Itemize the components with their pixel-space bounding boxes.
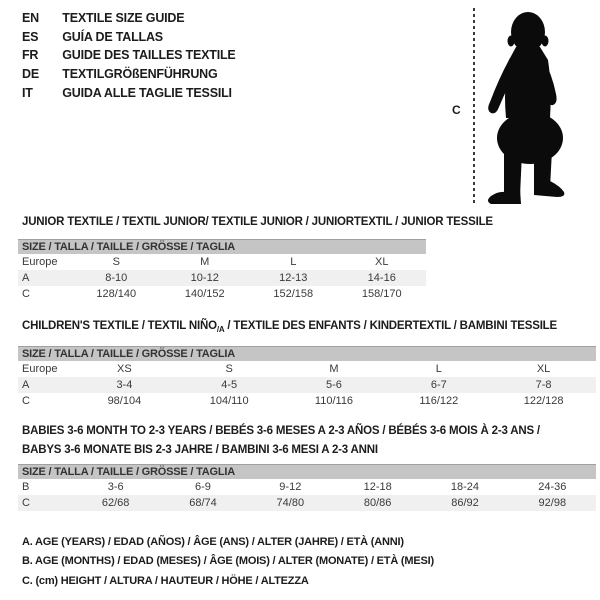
lang-code: IT <box>22 85 33 100</box>
row-label-cell: Europe <box>22 363 58 375</box>
baby-silhouette-image <box>484 10 569 205</box>
junior-table-body <box>18 254 426 302</box>
lang-code: EN <box>22 11 39 25</box>
babies-size-table <box>18 464 596 511</box>
note-age-months: B. AGE (MONTHS) / EDAD (MESES) / ÂGE (MOIS) / ALTER (MONATE) / ETÀ (MESI) <box>22 555 434 568</box>
note-height-cm: C. (cm) HEIGHT / ALTURA / HAUTEUR / HÖHE / ALTEZZA <box>22 574 309 587</box>
lang-row-fr <box>22 46 236 65</box>
children-section-title <box>22 320 557 334</box>
value-cell: 92/98 <box>538 497 567 509</box>
value-cell: 62/68 <box>101 497 130 509</box>
babies-size-header: SIZE / TALLA / TAILLE / GRÖSSE / TAGLIA <box>18 464 596 479</box>
lang-title: TEXTILE SIZE GUIDE <box>62 11 185 25</box>
value-cell: 3-6 <box>107 481 124 493</box>
row-label-cell: C <box>22 497 30 509</box>
junior-size-header: SIZE / TALLA / TAILLE / GRÖSSE / TAGLIA <box>18 239 426 254</box>
value-cell: 116/122 <box>419 395 459 407</box>
table-row <box>18 393 596 409</box>
table-row <box>18 495 596 511</box>
note-age-years: A. AGE (YEARS) / EDAD (AÑOS) / ÂGE (ANS) / ALTER (JAHRE) / ETÀ (ANNI) <box>22 536 404 548</box>
junior-size-table <box>18 239 426 302</box>
value-cell: 9-12 <box>279 481 302 493</box>
value-cell: 7-8 <box>535 379 552 391</box>
value-cell: M <box>200 256 210 268</box>
row-label-cell: A <box>22 272 30 284</box>
lang-title: GUÍA DE TALLAS <box>62 29 163 44</box>
table-row <box>18 479 596 495</box>
value-cell: S <box>112 256 120 268</box>
babies-title-line1: BABIES 3-6 MONTH TO 2-3 YEARS / BEBÉS 3-6 MESES A 2-3 AÑOS / BÉBÉS 3-6 MOIS À 2-3 ANS / <box>22 425 540 437</box>
value-cell: L <box>435 363 442 375</box>
value-cell: 128/140 <box>96 288 137 300</box>
lang-code: DE <box>22 67 39 82</box>
value-cell: M <box>329 363 339 375</box>
value-cell: 6-7 <box>430 379 447 391</box>
table-row <box>18 377 596 393</box>
row-label-cell: B <box>22 481 30 493</box>
table-row <box>18 286 426 302</box>
value-cell: 5-6 <box>326 379 342 391</box>
value-cell: XL <box>375 256 389 268</box>
value-cell: 10-12 <box>190 272 219 284</box>
lang-title: GUIDA ALLE TAGLIE TESSILI <box>62 85 232 100</box>
lang-row-en <box>22 9 236 28</box>
children-table-body <box>18 361 596 409</box>
value-cell: 8-10 <box>105 272 128 284</box>
row-label-cell: C <box>22 288 30 300</box>
value-cell: 80/86 <box>363 497 392 509</box>
lang-code: ES <box>22 29 39 44</box>
value-cell: 104/110 <box>209 395 249 407</box>
value-cell: 74/80 <box>276 497 305 509</box>
value-cell: 6-9 <box>195 481 211 493</box>
table-row <box>18 254 426 270</box>
children-size-header: SIZE / TALLA / TAILLE / GRÖSSE / TAGLIA <box>18 346 596 361</box>
lang-code: FR <box>22 48 39 63</box>
babies-title-line2: BABYS 3-6 MONATE BIS 2-3 JAHRE / BAMBINI 3-6 MESI A 2-3 ANNI <box>22 443 378 456</box>
language-legend <box>22 9 236 103</box>
babies-section-title <box>22 422 582 459</box>
junior-section-title: JUNIOR TEXTILE / TEXTIL JUNIOR/ TEXTILE JUNIOR / JUNIORTEXTIL / JUNIOR TESSILE <box>22 216 493 228</box>
value-cell: XL <box>536 363 551 375</box>
children-title-pre: CHILDREN'S TEXTILE / TEXTIL NIÑO <box>22 320 217 332</box>
value-cell: 122/128 <box>523 395 564 407</box>
children-title-post: / TEXTILE DES ENFANTS / KINDERTEXTIL / BAMBINI TESSILE <box>224 320 557 332</box>
height-label: C <box>452 103 461 117</box>
value-cell: 158/170 <box>361 288 402 300</box>
table-row <box>18 270 426 286</box>
value-cell: 110/116 <box>314 395 354 407</box>
value-cell: 14-16 <box>367 272 396 284</box>
row-label-cell: C <box>22 395 30 407</box>
value-cell: 86/92 <box>451 497 479 509</box>
value-cell: 12-13 <box>279 272 308 284</box>
height-measure-dashed-line <box>473 8 475 206</box>
value-cell: 98/104 <box>107 395 142 407</box>
row-label-cell: A <box>22 379 30 391</box>
value-cell: 3-4 <box>116 379 133 391</box>
value-cell: 140/152 <box>184 288 225 300</box>
value-cell: 18-24 <box>450 481 480 493</box>
value-cell: S <box>225 363 233 375</box>
value-cell: XS <box>117 363 132 375</box>
value-cell: 12-18 <box>363 481 392 493</box>
value-cell: 24-36 <box>538 481 567 493</box>
value-cell: L <box>290 256 297 268</box>
lang-row-es <box>22 28 236 47</box>
row-label-cell: Europe <box>22 256 58 268</box>
lang-row-de <box>22 65 236 84</box>
legend-notes <box>22 533 434 591</box>
table-row <box>18 361 596 377</box>
children-title-subscript: /A <box>216 325 225 334</box>
value-cell: 4-5 <box>221 379 238 391</box>
lang-title: GUIDE DES TAILLES TEXTILE <box>62 48 236 63</box>
children-size-table <box>18 346 596 409</box>
value-cell: 68/74 <box>189 497 217 509</box>
babies-table-body <box>18 479 596 511</box>
lang-row-it <box>22 84 236 103</box>
lang-title: TEXTILGRÖßENFÜHRUNG <box>62 67 218 82</box>
value-cell: 152/158 <box>273 288 314 300</box>
